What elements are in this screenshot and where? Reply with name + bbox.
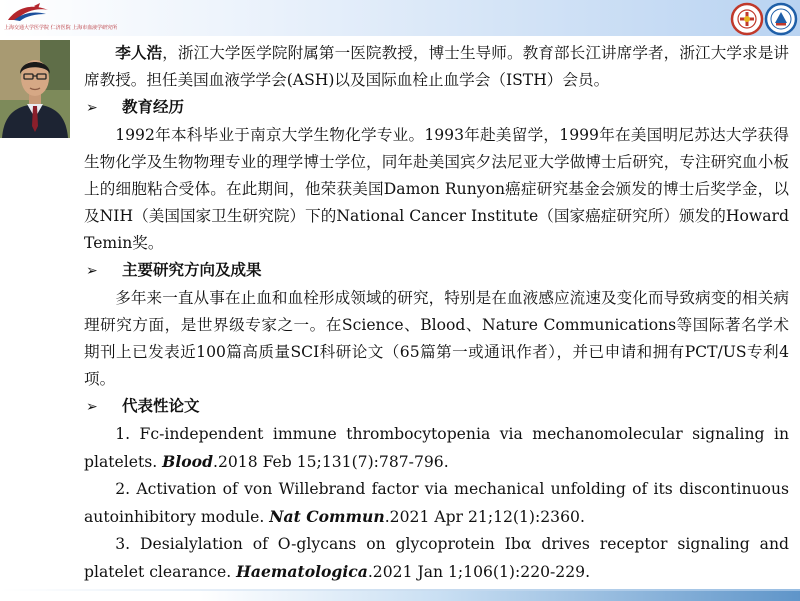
logo-text: 上海交通大学医学院 仁济医院 上海市血液学研究所 xyxy=(4,25,118,31)
paper-journal: Nat Commun xyxy=(269,507,385,526)
paper-journal: Blood xyxy=(162,452,213,471)
education-text: 1992年本科毕业于南京大学生物化学专业。1993年赴美留学，1999年在美国明尼苏达大学获得生物化学及生物物理专业的理学博士学位，同年赴美国宾夕法尼亚大学做博士后研究，专注研究血小板上的细胞粘合受体。在此期间，他荣获美国Damon Runyon癌症研究基金会颁发的博士后奖学金，以及NIH（美国国家卫生研究院）下的National Cancer Institute（国家癌症研究所）颁发的Howard Temin奖。 xyxy=(84,126,789,252)
section-title: 代表性论文 xyxy=(122,397,200,415)
paper-item xyxy=(84,421,789,476)
header-bar xyxy=(0,0,800,36)
paper-title: 3. Desialylation of O-glycans on glycoprotein Ibα drives receptor signaling and platelet clearance. xyxy=(84,535,789,581)
paper-title: 1. Fc-independent immune thrombocytopenia via mechanomolecular signaling in platelets. xyxy=(84,425,789,471)
person-name: 李人浩 xyxy=(115,44,163,62)
bio-intro xyxy=(84,40,789,94)
paper-citation: .2021 Apr 21;12(1):2360. xyxy=(384,508,585,526)
bullet-arrow-icon: ➢ xyxy=(86,263,98,279)
footer-bar xyxy=(0,591,800,601)
paper-item xyxy=(84,476,789,531)
institution-logo-icon xyxy=(4,2,118,34)
bullet-arrow-icon: ➢ xyxy=(86,100,98,116)
paper-citation: .2021 Jan 1;106(1):220-229. xyxy=(367,563,591,581)
paper-citation: .2018 Feb 15;131(7):787-796. xyxy=(212,453,449,471)
section-heading-research xyxy=(84,257,789,285)
bio-content xyxy=(84,40,789,586)
university-seal-icon xyxy=(764,2,798,36)
hospital-seal-icon xyxy=(730,2,764,36)
bio-intro-text: ，浙江大学医学院附属第一医院教授，博士生导师。教育部长江讲席学者，浙江大学求是讲席教授。担任美国血液学学会(ASH)以及国际血栓止血学会（ISTH）会员。 xyxy=(84,44,789,89)
section-heading-papers xyxy=(84,393,789,421)
paper-item xyxy=(84,531,789,586)
section-title: 教育经历 xyxy=(122,98,185,116)
research-text: 多年来一直从事在止血和血栓形成领域的研究，特别是在血液感应流速及变化而导致病变的相关病理研究方面，是世界级专家之一。在Science、Blood、Nature Communications等国际著名学术期刊上已发表近100篇高质量SCI科研论文（65篇第一或通讯作者），并已申请和拥有PCT/US专利4项。 xyxy=(84,289,789,388)
section-heading-education xyxy=(84,94,789,122)
bullet-arrow-icon: ➢ xyxy=(86,399,98,415)
section-title: 主要研究方向及成果 xyxy=(122,261,262,279)
paper-journal: Haematologica xyxy=(236,562,368,581)
paper-title: 2. Activation of von Willebrand factor via mechanical unfolding of its discontinuous autoinhibitory module. xyxy=(84,480,789,526)
portrait-photo xyxy=(0,40,70,138)
